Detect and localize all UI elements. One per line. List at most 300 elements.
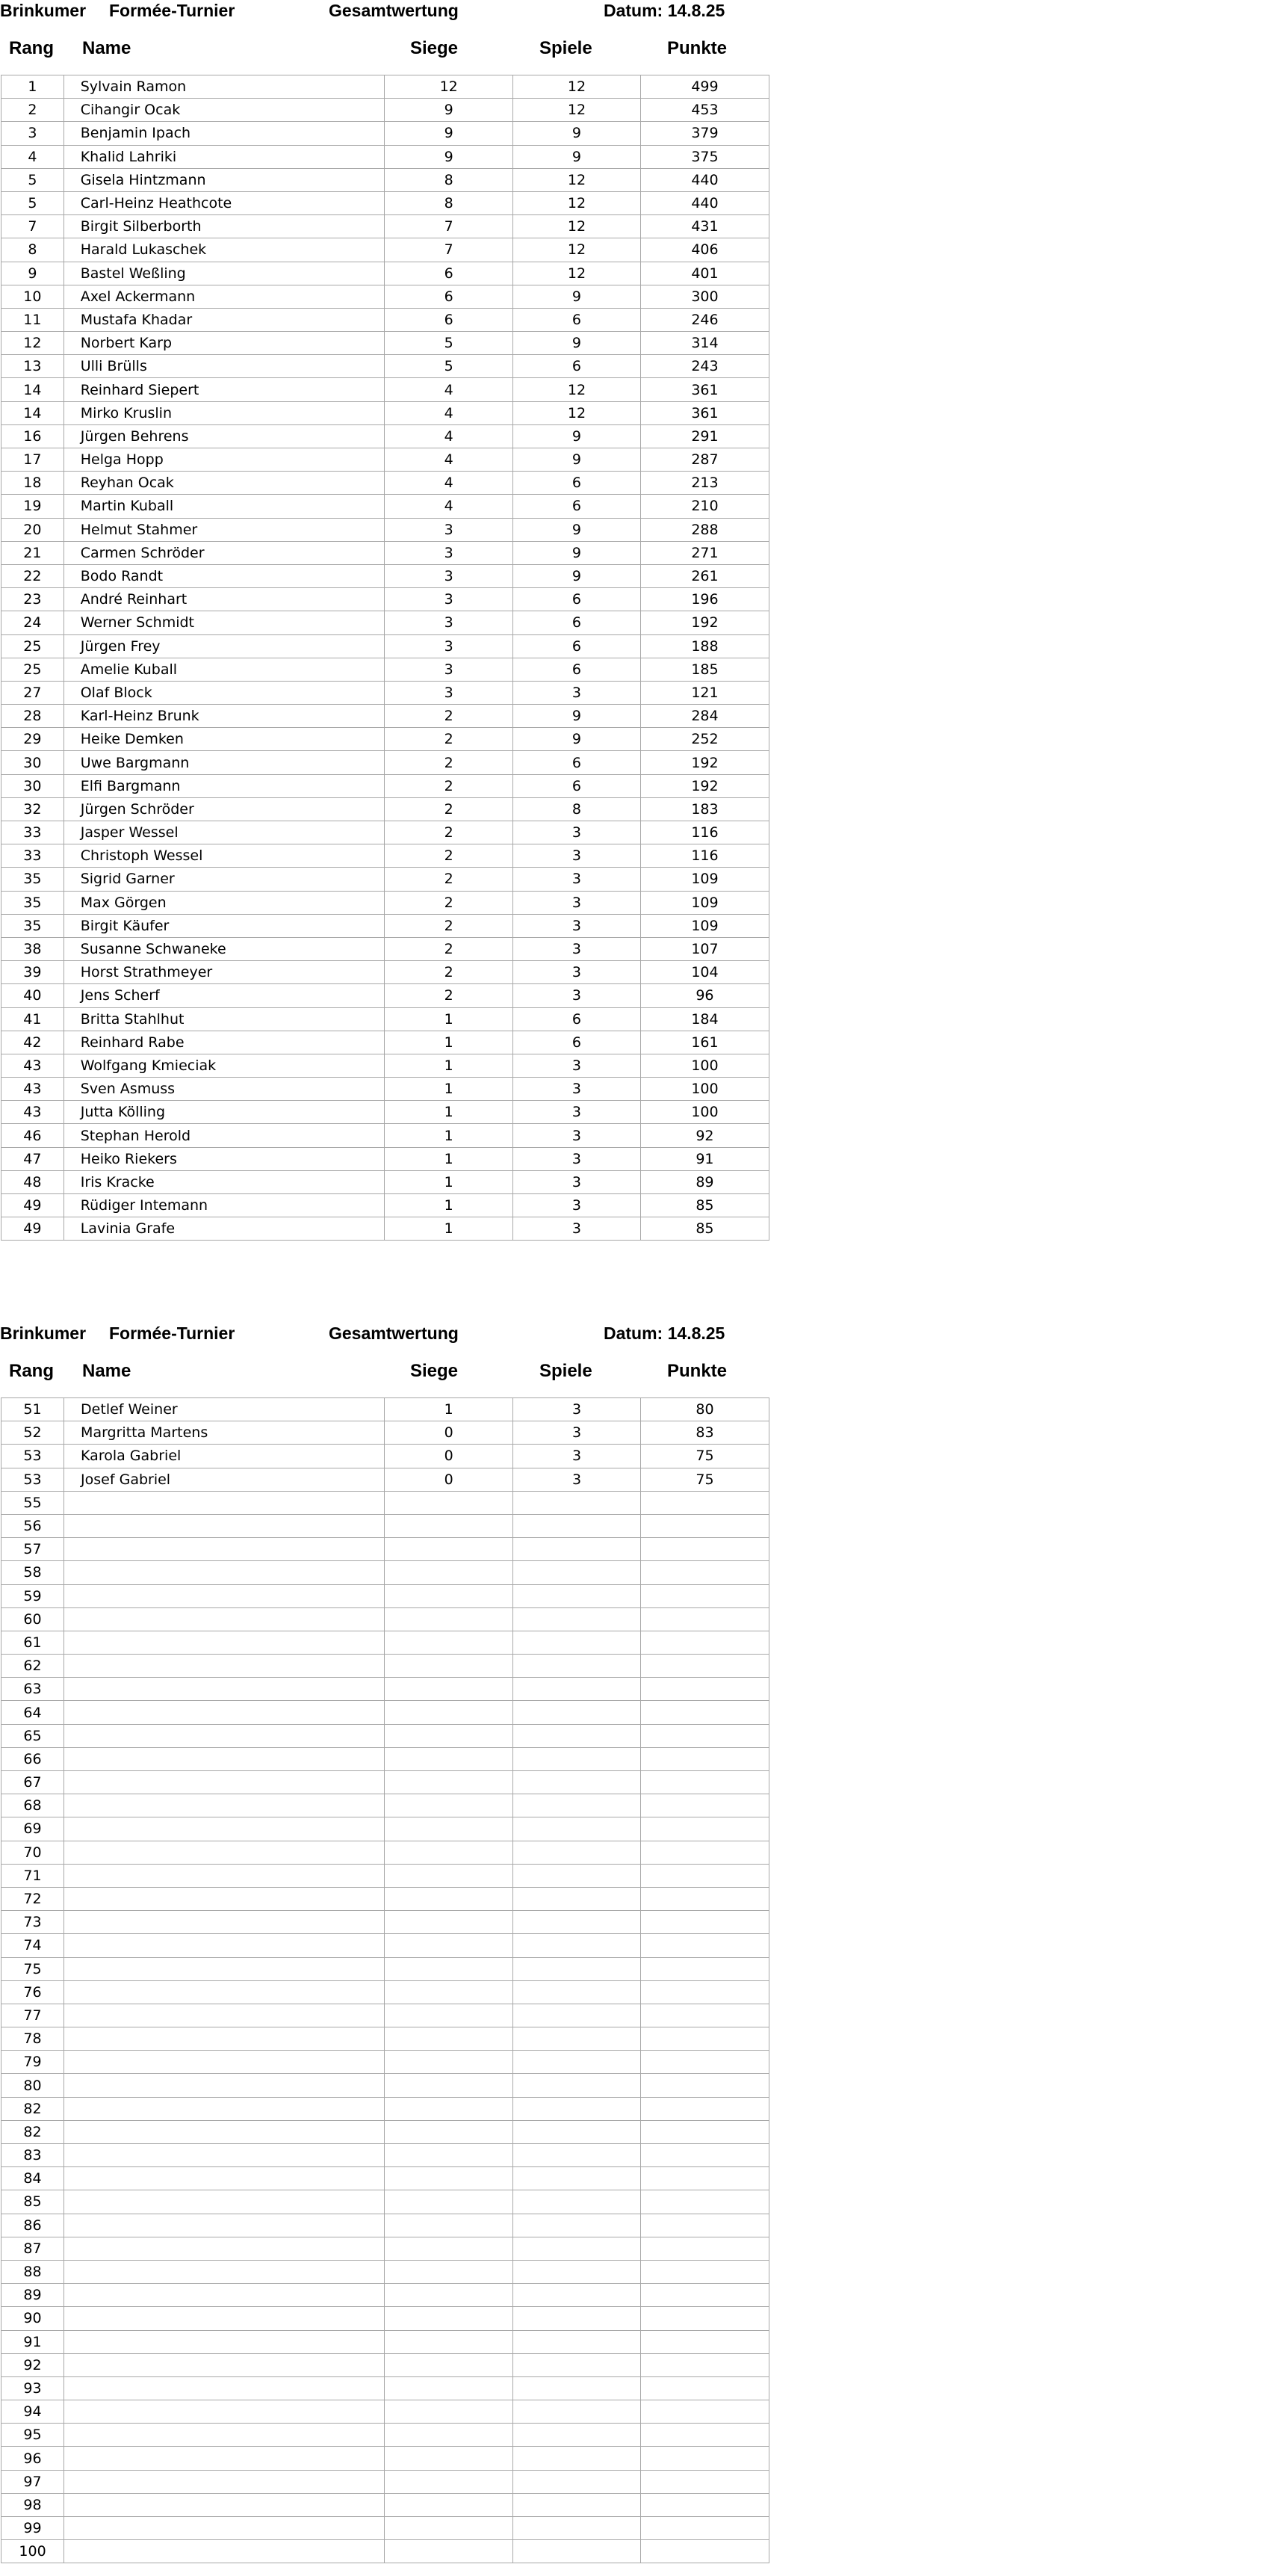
wins-cell: 4 (385, 448, 513, 472)
rank-cell: 60 (1, 1607, 64, 1631)
player-name-cell: Iris Kracke (63, 1170, 385, 1193)
table-row (1, 1887, 769, 1910)
games-cell (513, 2004, 641, 2027)
rank-cell: 43 (1, 1078, 64, 1101)
points-cell (640, 1771, 769, 1794)
player-name-cell: Reinhard Rabe (63, 1031, 385, 1054)
rank-cell: 24 (1, 611, 64, 634)
rank-cell: 3 (1, 122, 64, 145)
player-name-cell: Harald Lukaschek (63, 238, 385, 262)
player-name-cell (64, 2214, 385, 2237)
table-row (1, 1217, 769, 1241)
table-row (1, 2376, 769, 2400)
points-cell (640, 1747, 769, 1770)
rank-cell: 41 (1, 1007, 64, 1031)
player-name-cell: Jutta Kölling (63, 1101, 385, 1124)
wins-cell: 2 (385, 797, 513, 821)
games-cell (513, 1747, 641, 1770)
wins-cell: 9 (385, 122, 513, 145)
column-header-siege: Siege (410, 1361, 459, 1381)
table-row (1, 1078, 769, 1101)
table-row (1, 99, 769, 122)
wins-cell: 8 (385, 191, 513, 214)
rank-cell: 39 (1, 961, 64, 984)
wins-cell: 7 (385, 215, 513, 238)
table-row (1, 1911, 769, 1934)
points-cell: 361 (640, 378, 769, 401)
wins-cell (385, 2540, 513, 2563)
wins-cell (385, 2074, 513, 2097)
points-cell: 116 (640, 821, 769, 844)
games-cell: 6 (513, 611, 641, 634)
points-cell (640, 2167, 769, 2190)
player-name-cell (64, 1864, 385, 1887)
points-cell (640, 2424, 769, 2447)
wins-cell (385, 1980, 513, 2004)
games-cell (513, 2214, 641, 2237)
player-name-cell: Norbert Karp (63, 332, 385, 355)
wins-cell: 4 (385, 495, 513, 518)
games-cell (513, 2424, 641, 2447)
wins-cell: 2 (385, 914, 513, 937)
table-row (1, 1514, 769, 1537)
wins-cell (385, 1514, 513, 1537)
points-cell: 210 (640, 495, 769, 518)
points-cell (640, 1538, 769, 1561)
wins-cell: 2 (385, 751, 513, 774)
table-row (1, 1491, 769, 1514)
player-name-cell (64, 1631, 385, 1654)
games-cell (513, 1980, 641, 2004)
player-name-cell (64, 1817, 385, 1841)
table-row (1, 2074, 769, 2097)
wins-cell: 12 (385, 75, 513, 99)
games-cell (513, 2447, 641, 2470)
player-name-cell: Margritta Martens (64, 1421, 385, 1445)
column-header-punkte: Punkte (667, 38, 728, 58)
rank-cell: 17 (1, 448, 64, 472)
rank-cell: 82 (1, 2120, 64, 2143)
wins-cell (385, 2284, 513, 2307)
wins-cell: 9 (385, 145, 513, 168)
player-name-cell: Christoph Wessel (63, 844, 385, 868)
points-cell: 183 (640, 797, 769, 821)
wins-cell (385, 1887, 513, 1910)
games-cell (513, 2074, 641, 2097)
table-row (1, 2424, 769, 2447)
rank-cell: 51 (1, 1398, 64, 1421)
table-row (1, 2400, 769, 2424)
points-cell (640, 2400, 769, 2424)
games-cell: 12 (513, 401, 641, 424)
rank-cell: 79 (1, 2051, 64, 2074)
points-cell: 440 (640, 168, 769, 191)
player-name-cell (64, 1655, 385, 1678)
points-cell (640, 1514, 769, 1537)
player-name-cell: Karola Gabriel (64, 1445, 385, 1468)
games-cell (513, 1817, 641, 1841)
points-cell: 431 (640, 215, 769, 238)
rank-cell: 42 (1, 1031, 64, 1054)
games-cell (513, 2470, 641, 2493)
player-name-cell: Sven Asmuss (63, 1078, 385, 1101)
games-cell (513, 1864, 641, 1887)
player-name-cell (64, 2517, 385, 2540)
points-cell (640, 1864, 769, 1887)
wins-cell: 1 (385, 1194, 513, 1217)
games-cell: 12 (513, 238, 641, 262)
games-cell: 9 (513, 541, 641, 564)
wins-cell: 3 (385, 564, 513, 587)
table-row (1, 588, 769, 611)
player-name-cell: Sylvain Ramon (63, 75, 385, 99)
wins-cell (385, 1771, 513, 1794)
table-row (1, 1584, 769, 1607)
points-cell: 100 (640, 1101, 769, 1124)
points-cell (640, 2074, 769, 2097)
points-cell (640, 2214, 769, 2237)
points-cell: 100 (640, 1078, 769, 1101)
games-cell: 3 (513, 1217, 641, 1241)
games-cell: 6 (513, 751, 641, 774)
rank-cell: 98 (1, 2493, 64, 2516)
player-name-cell (64, 1678, 385, 1701)
table-row (1, 1701, 769, 1724)
games-cell: 3 (513, 937, 641, 960)
games-cell: 12 (513, 191, 641, 214)
rank-cell: 86 (1, 2214, 64, 2237)
table-row (1, 495, 769, 518)
games-cell: 3 (513, 1170, 641, 1193)
points-cell (640, 2470, 769, 2493)
games-cell: 3 (513, 821, 641, 844)
games-cell (513, 1538, 641, 1561)
table-row (1, 634, 769, 658)
games-cell (513, 2190, 641, 2214)
rank-cell: 43 (1, 1101, 64, 1124)
games-cell (513, 1794, 641, 1817)
rank-cell: 68 (1, 1794, 64, 1817)
rank-cell: 58 (1, 1561, 64, 1584)
rank-cell: 89 (1, 2284, 64, 2307)
wins-cell: 2 (385, 868, 513, 891)
rank-cell: 90 (1, 2307, 64, 2330)
table-row (1, 681, 769, 704)
wins-cell: 3 (385, 611, 513, 634)
player-name-cell (64, 2074, 385, 2097)
rank-cell: 38 (1, 937, 64, 960)
player-name-cell: Reyhan Ocak (63, 472, 385, 495)
wins-cell: 1 (385, 1078, 513, 1101)
table-row (1, 2237, 769, 2260)
games-cell (513, 2260, 641, 2283)
points-cell: 188 (640, 634, 769, 658)
table-row (1, 1934, 769, 1957)
table-row (1, 238, 769, 262)
wins-cell: 6 (385, 308, 513, 331)
wins-cell (385, 1864, 513, 1887)
points-cell (640, 1607, 769, 1631)
rank-cell: 21 (1, 541, 64, 564)
table-row (1, 2167, 769, 2190)
table-row (1, 1631, 769, 1654)
player-name-cell (64, 1701, 385, 1724)
table-row (1, 844, 769, 868)
points-cell (640, 2190, 769, 2214)
player-name-cell: Cihangir Ocak (63, 99, 385, 122)
rank-cell: 33 (1, 821, 64, 844)
player-name-cell: Rüdiger Intemann (63, 1194, 385, 1217)
wins-cell: 5 (385, 355, 513, 378)
wins-cell (385, 1957, 513, 1980)
table-row (1, 1655, 769, 1678)
player-name-cell (64, 1538, 385, 1561)
player-name-cell (64, 2260, 385, 2283)
games-cell: 9 (513, 332, 641, 355)
points-cell: 261 (640, 564, 769, 587)
rank-cell: 92 (1, 2353, 64, 2376)
wins-cell (385, 1817, 513, 1841)
points-cell: 291 (640, 424, 769, 448)
games-cell: 3 (513, 984, 641, 1007)
games-cell: 9 (513, 145, 641, 168)
table-row (1, 1170, 769, 1193)
games-cell: 12 (513, 378, 641, 401)
points-cell: 192 (640, 611, 769, 634)
rank-cell: 57 (1, 1538, 64, 1561)
table-row (1, 1445, 769, 1468)
rank-cell: 4 (1, 145, 64, 168)
table-row (1, 2493, 769, 2516)
wins-cell: 1 (385, 1398, 513, 1421)
player-name-cell: Mirko Kruslin (63, 401, 385, 424)
table-row (1, 611, 769, 634)
wins-cell (385, 2190, 513, 2214)
player-name-cell (64, 1794, 385, 1817)
player-name-cell (64, 1934, 385, 1957)
points-cell (640, 1631, 769, 1654)
rank-cell: 16 (1, 424, 64, 448)
player-name-cell: Bastel Weßling (63, 262, 385, 285)
player-name-cell: Heike Demken (63, 728, 385, 751)
rank-cell: 83 (1, 2144, 64, 2167)
wins-cell (385, 2493, 513, 2516)
wins-cell (385, 2237, 513, 2260)
player-name-cell: Sigrid Garner (63, 868, 385, 891)
games-cell: 12 (513, 99, 641, 122)
points-cell: 185 (640, 658, 769, 681)
table-row (1, 518, 769, 541)
table-row (1, 145, 769, 168)
player-name-cell: Jasper Wessel (63, 821, 385, 844)
games-cell: 6 (513, 495, 641, 518)
points-cell (640, 2307, 769, 2330)
player-name-cell (64, 2307, 385, 2330)
table-row (1, 2353, 769, 2376)
player-name-cell (64, 2097, 385, 2120)
games-cell: 12 (513, 215, 641, 238)
points-cell: 252 (640, 728, 769, 751)
rank-cell: 100 (1, 2540, 64, 2563)
games-cell (513, 2237, 641, 2260)
tournament-name: Formée-Turnier (109, 1, 235, 20)
games-cell (513, 2540, 641, 2563)
player-name-cell: Jürgen Frey (63, 634, 385, 658)
points-cell (640, 2540, 769, 2563)
games-cell: 3 (513, 1078, 641, 1101)
table-row (1, 378, 769, 401)
table-row (1, 1771, 769, 1794)
table-row (1, 1957, 769, 1980)
games-cell: 12 (513, 262, 641, 285)
games-cell (513, 1561, 641, 1584)
games-cell: 6 (513, 308, 641, 331)
points-cell: 196 (640, 588, 769, 611)
points-cell: 375 (640, 145, 769, 168)
column-header-rang: Rang (9, 1361, 54, 1381)
column-header-spiele: Spiele (539, 38, 592, 58)
points-cell (640, 2284, 769, 2307)
rank-cell: 1 (1, 75, 64, 99)
table-row (1, 401, 769, 424)
player-name-cell: Benjamin Ipach (63, 122, 385, 145)
games-cell: 6 (513, 472, 641, 495)
games-cell (513, 1584, 641, 1607)
wins-cell (385, 2004, 513, 2027)
club-name: Brinkumer (0, 1323, 87, 1343)
wins-cell: 2 (385, 821, 513, 844)
rank-cell: 61 (1, 1631, 64, 1654)
player-name-cell: Carl-Heinz Heathcote (63, 191, 385, 214)
wins-cell (385, 1701, 513, 1724)
wins-cell: 1 (385, 1217, 513, 1241)
player-name-cell: Ulli Brülls (63, 355, 385, 378)
table-row (1, 2190, 769, 2214)
games-cell: 3 (513, 891, 641, 914)
wins-cell: 4 (385, 472, 513, 495)
points-cell (640, 1911, 769, 1934)
points-cell: 287 (640, 448, 769, 472)
player-name-cell (64, 2470, 385, 2493)
table-row (1, 1980, 769, 2004)
wins-cell: 0 (385, 1445, 513, 1468)
rank-cell: 9 (1, 262, 64, 285)
wins-cell (385, 1561, 513, 1584)
table-row (1, 308, 769, 331)
player-name-cell: Martin Kuball (63, 495, 385, 518)
games-cell (513, 1724, 641, 1747)
points-cell (640, 2330, 769, 2353)
games-cell: 6 (513, 355, 641, 378)
points-cell: 300 (640, 285, 769, 308)
wins-cell: 0 (385, 1421, 513, 1445)
wins-cell (385, 2260, 513, 2283)
rank-cell: 28 (1, 705, 64, 728)
table-row (1, 1054, 769, 1077)
table-row (1, 937, 769, 960)
points-cell: 121 (640, 681, 769, 704)
rank-cell: 96 (1, 2447, 64, 2470)
rank-cell: 8 (1, 238, 64, 262)
club-name: Brinkumer (0, 1, 87, 20)
rank-cell: 97 (1, 2470, 64, 2493)
wins-cell (385, 2330, 513, 2353)
wins-cell (385, 2097, 513, 2120)
games-cell (513, 2353, 641, 2376)
wins-cell (385, 1655, 513, 1678)
games-cell: 3 (513, 681, 641, 704)
wins-cell (385, 1794, 513, 1817)
player-name-cell (64, 2447, 385, 2470)
games-cell (513, 2144, 641, 2167)
wins-cell: 1 (385, 1031, 513, 1054)
games-cell (513, 2307, 641, 2330)
player-name-cell: Jens Scherf (63, 984, 385, 1007)
wins-cell (385, 2400, 513, 2424)
table-row (1, 1607, 769, 1631)
points-cell: 83 (640, 1421, 769, 1445)
games-cell: 3 (513, 1054, 641, 1077)
rank-cell: 95 (1, 2424, 64, 2447)
games-cell: 6 (513, 1031, 641, 1054)
rank-cell: 62 (1, 1655, 64, 1678)
player-name-cell: Werner Schmidt (63, 611, 385, 634)
points-cell (640, 1887, 769, 1910)
games-cell: 3 (513, 1445, 641, 1468)
player-name-cell: Axel Ackermann (63, 285, 385, 308)
points-cell: 85 (640, 1194, 769, 1217)
wins-cell: 4 (385, 401, 513, 424)
wins-cell (385, 2470, 513, 2493)
table-row (1, 215, 769, 238)
rank-cell: 85 (1, 2190, 64, 2214)
games-cell (513, 2493, 641, 2516)
wins-cell: 2 (385, 728, 513, 751)
table-row (1, 355, 769, 378)
games-cell: 3 (513, 1398, 641, 1421)
wins-cell (385, 2214, 513, 2237)
points-cell: 271 (640, 541, 769, 564)
player-name-cell (64, 1980, 385, 2004)
games-cell: 8 (513, 797, 641, 821)
player-name-cell (64, 1514, 385, 1537)
wins-cell: 9 (385, 99, 513, 122)
rank-cell: 56 (1, 1514, 64, 1537)
points-cell (640, 2447, 769, 2470)
games-cell (513, 2027, 641, 2051)
games-cell: 12 (513, 75, 641, 99)
wins-cell (385, 2027, 513, 2051)
games-cell: 9 (513, 705, 641, 728)
player-name-cell: Detlef Weiner (64, 1398, 385, 1421)
games-cell: 6 (513, 658, 641, 681)
table-row (1, 705, 769, 728)
points-cell: 499 (640, 75, 769, 99)
wins-cell (385, 1584, 513, 1607)
rank-cell: 93 (1, 2376, 64, 2400)
standings-table (1, 1397, 769, 2563)
wins-cell: 5 (385, 332, 513, 355)
table-row (1, 168, 769, 191)
wins-cell: 2 (385, 937, 513, 960)
player-name-cell: Susanne Schwaneke (63, 937, 385, 960)
games-cell (513, 1934, 641, 1957)
table-row (1, 472, 769, 495)
rank-cell: 47 (1, 1147, 64, 1170)
table-row (1, 2517, 769, 2540)
player-name-cell (64, 2330, 385, 2353)
games-cell: 9 (513, 448, 641, 472)
